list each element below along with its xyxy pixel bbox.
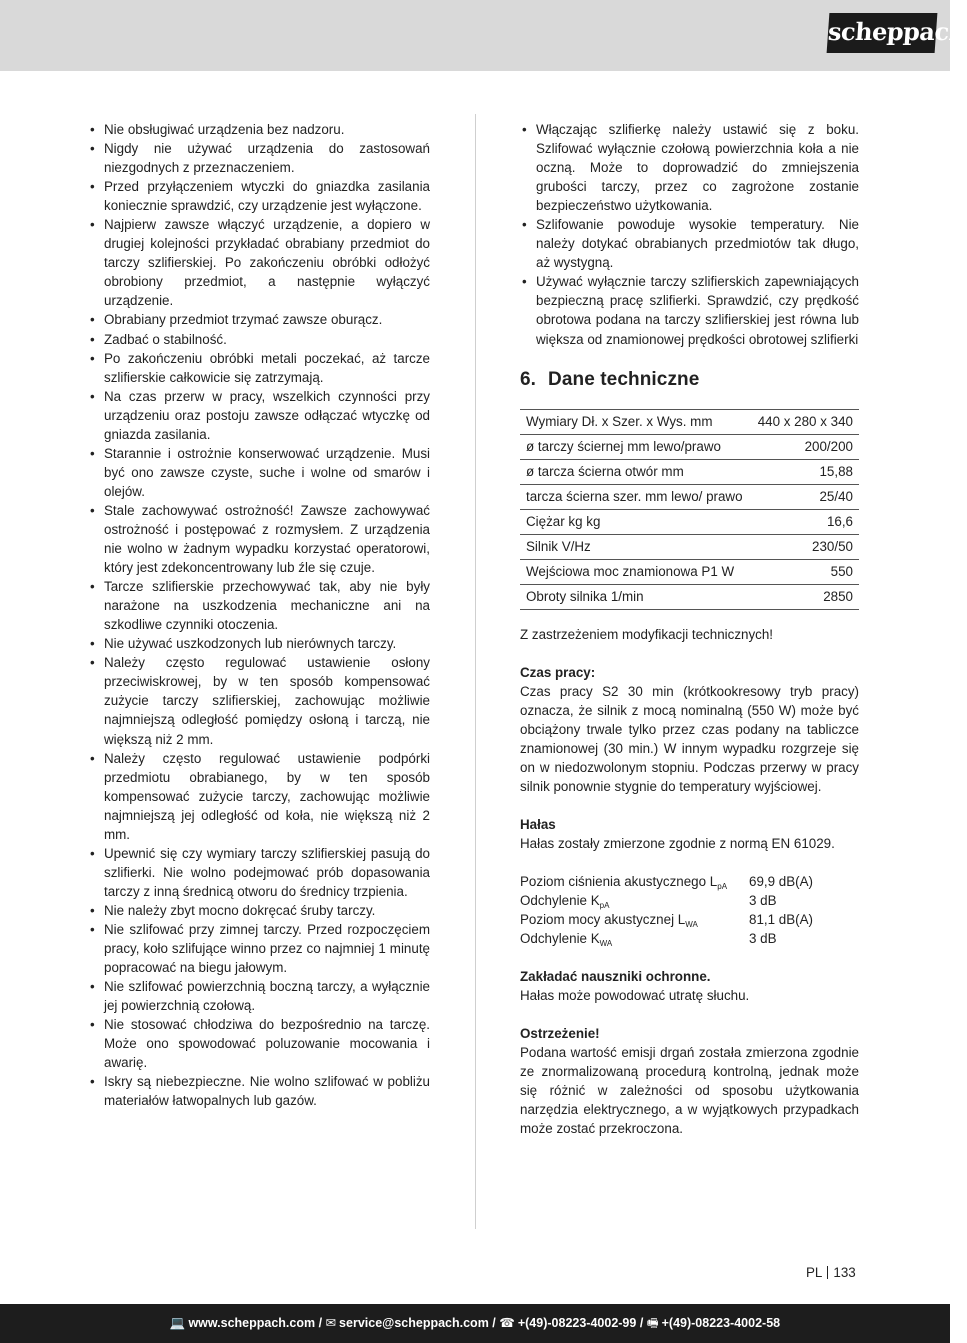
spec-value: 2850 (751, 584, 859, 609)
footer-email[interactable]: service@scheppach.com (339, 1316, 489, 1330)
spec-table (520, 409, 859, 610)
list-item: • Włączając szlifierkę należy ustawić się z boku. Szlifować wyłącznie czołową powierzchnia koła a nie oczną. Może to doprowadzić do zmniejszenia grubości tarczy, przez co zagrożone zostanie bezpieczeństwo użytkowania. (520, 120, 859, 215)
section-title-text: Dane techniczne (548, 368, 700, 390)
work-time-heading: Czas pracy: (520, 664, 596, 680)
list-item: • Używać wyłącznie tarczy szlifierskich zapewniających bezpieczną pracę szlifierki. Sprawdzić, czy prędkość obrotowa podana na tarczy szlifierskiej jest równa lub większa od znamionowej prędkości obrotowej szlifierki (520, 272, 859, 348)
spec-label: tarcza ścierna szer. mm lewo/ prawo (520, 484, 751, 509)
warning-text: Podana wartość emisji drgań została zmierzona zgodnie ze znormalizowaną procedurą kontrolną, jednak może się różnić w zależności od sposobu użytkowania narzędzia elektrycznego, a w wyjątkowych przypadkach może zostać przekroczona. (520, 1044, 859, 1136)
list-item: • Najpierw zawsze włączyć urządzenie, a dopiero w drugiej kolejności przykładać obrabiany przedmiot do tarczy szlifierskiej. Po zakończeniu obróbki odłożyć obrobiony przedmiot, a następnie wyłączyć urządzenie. (88, 215, 430, 310)
table-row (520, 509, 859, 534)
spec-value: 550 (751, 559, 859, 584)
safety-list-left (88, 120, 430, 1110)
section-number: 6. (520, 368, 537, 390)
page-num: 133 (833, 1265, 856, 1280)
brand-logo: scheppach (827, 13, 938, 53)
table-row (520, 484, 859, 509)
table-row (520, 434, 859, 459)
list-item: • Na czas przerw w pracy, wszelkich czynności przy urządzeniu oraz postoju zawsze odłączać wtyczkę od gniazda zasilania. (88, 387, 430, 444)
table-row (520, 559, 859, 584)
list-item: • Starannie i ostrożnie konserwować urządzenie. Musi być ono zawsze czyste, suche i wolne od smarów i olejów. (88, 444, 430, 501)
table-row (520, 409, 859, 434)
list-item: • Upewnić się czy wymiary tarczy szlifierskiej pasują do szlifierki. Nie wolno podejmować prób dopasowania tarczy z inną średnicą otworu do średnicy trzpienia. (88, 844, 430, 901)
page-lang: PL (806, 1265, 823, 1280)
noise-value: 69,9 dB(A) (749, 873, 814, 889)
page-number (806, 1265, 856, 1280)
phone-icon: ☎ (499, 1316, 515, 1330)
list-item: • Obrabiany przedmiot trzymać zawsze oburącz. (88, 310, 430, 329)
section-title (520, 369, 859, 391)
footer-web[interactable]: www.scheppach.com (188, 1316, 316, 1330)
list-item: • Nie szlifować powierzchnią boczną tarczy, a wyłącznie jej powierzchnią czołową. (88, 977, 430, 1015)
spec-label: ø tarcza ścierna otwór mm (520, 459, 751, 484)
list-item: • Nie stosować chłodziwa do bezpośrednio na tarczę. Może ono spowodować poluzowanie mocowania i awarię. (88, 1015, 430, 1072)
footer-phone: +(49)-08223-4002-99 (517, 1316, 637, 1330)
warning-heading: Ostrzeżenie! (520, 1025, 600, 1041)
noise-subscript: WA (685, 919, 698, 929)
list-item: • Zadbać o stabilność. (88, 330, 430, 349)
spec-value: 230/50 (751, 534, 859, 559)
computer-icon: 💻 (169, 1316, 186, 1330)
list-item: • Stale zachowywać ostrożność! Zawsze zachowywać ostrożność i postępować z rozmysłem. Z urządzenia nie wolno w żadnym wypadku korzystać operatorowi, który jest zdekoncentrowany lub źle się czuje. (88, 501, 430, 577)
list-item: • Należy często regulować ustawienie podpórki przedmiotu obrabianego, by w ten sposób kompensować zużycie tarczy, zachowując możliwie najmniejszą jej odległość od koła, nie większą niż 2 mm. (88, 749, 430, 844)
noise-label: Poziom ciśnienia akustycznego $L_{pA}$ (520, 873, 728, 891)
spec-label: Ciężar kg kg (520, 509, 751, 534)
fax-icon: 🖷 (646, 1316, 659, 1330)
noise-row (520, 929, 859, 948)
list-item: • Iskry są niebezpieczne. Nie wolno szlifować w pobliżu materiałów łatwopalnych lub gazów. (88, 1072, 430, 1110)
ear-protection-text: Hałas może powodować utratę słuchu. (520, 987, 750, 1003)
work-time-text: Czas pracy S2 30 min (krótkookresowy tryb pracy) oznacza, że silnik z mocą nominalną (550 W) może być obciążony trwale tylko przez czas podany na tabliczce znamionowej (30 min.) W innym wypadku rozgrzeje się on w niedozwolonym stopniu. Podczas przerwy w pracy silnik ponownie stygnie do temperatury wyjściowej. (520, 683, 859, 794)
page-footer: 💻 www.scheppach.com / ✉ service@scheppach.com / ☎ +(49)-08223-4002-99 / 🖷 +(49)-08223-4002-58 (0, 1304, 950, 1343)
noise-value: 3 dB (749, 892, 777, 908)
list-item: • Nie używać uszkodzonych lub nierównych tarczy. (88, 634, 430, 653)
noise-subscript: pA (717, 881, 728, 891)
spec-value: 440 x 280 x 340 (751, 409, 859, 434)
noise-label: Odchylenie $K_{pA}$ (520, 892, 610, 910)
noise-text: Hałas zostały zmierzone zgodnie z normą EN 61029. (520, 835, 835, 851)
right-column (520, 120, 859, 1138)
noise-value: 3 dB (749, 930, 777, 946)
email-icon: ✉ (325, 1316, 337, 1330)
list-item: • Nie obsługiwać urządzenia bez nadzoru. (88, 120, 430, 139)
left-column (88, 120, 430, 1110)
list-item: • Tarcze szlifierskie przechowywać tak, aby nie były narażone na uszkodzenia mechaniczne ani na szkodliwe czynniki otoczenia. (88, 577, 430, 634)
noise-heading: Hałas (520, 816, 556, 832)
table-row (520, 459, 859, 484)
table-row (520, 534, 859, 559)
tech-note: Z zastrzeżeniem modyfikacji technicznych! (520, 626, 774, 642)
spec-value: 25/40 (751, 484, 859, 509)
list-item: • Szlifowanie powoduje wysokie temperatury. Nie należy dotykać obrabianych przedmiotów tak długo, aż wystygną. (520, 215, 859, 272)
noise-row (520, 872, 859, 891)
page-header (0, 0, 967, 71)
safety-list-right (520, 120, 859, 349)
list-item: • Przed przyłączeniem wtyczki do gniazdka zasilania koniecznie sprawdzić, czy urządzenie jest wyłączone. (88, 177, 430, 215)
spec-label: Obroty silnika 1/min (520, 584, 751, 609)
table-row (520, 584, 859, 609)
spec-label: Wejściowa moc znamionowa P1 W (520, 559, 751, 584)
noise-label: Poziom mocy akustycznej $L_{WA}$ (520, 911, 698, 929)
noise-subscript: WA (599, 938, 613, 948)
noise-values (520, 872, 859, 948)
noise-row (520, 891, 859, 910)
list-item: • Nigdy nie używać urządzenia do zastosowań niezgodnych z przeznaczeniem. (88, 139, 430, 177)
noise-row (520, 910, 859, 929)
noise-subscript: pA (599, 900, 610, 910)
spec-label: Silnik V/Hz (520, 534, 751, 559)
list-item: • Po zakończeniu obróbki metali poczekać, aż tarcze szlifierskie całkowicie się zatrzymają. (88, 349, 430, 387)
footer-fax: +(49)-08223-4002-58 (661, 1316, 781, 1330)
column-divider (475, 114, 476, 1229)
spec-value: 16,6 (751, 509, 859, 534)
list-item: • Należy często regulować ustawienie osłony przeciwiskrowej, by w ten sposób kompensować zużycie tarczy szlifierskiej, zachowując możliwie najmniejszą odległość pomiędzy osłoną i tarczą, nie większą niż 2 mm. (88, 653, 430, 748)
ear-protection-heading: Zakładać nauszniki ochronne. (520, 968, 711, 984)
noise-label: Odchylenie $K_{WA}$ (520, 930, 613, 948)
spec-value: 15,88 (751, 459, 859, 484)
list-item: • Nie szlifować przy zimnej tarczy. Przed rozpoczęciem pracy, koło szlifujące winno przez co najmniej 1 minutę popracować na biegu jałowym. (88, 920, 430, 977)
spec-label: ø tarczy ściernej mm lewo/prawo (520, 434, 751, 459)
noise-value: 81,1 dB(A) (749, 911, 814, 927)
spec-value: 200/200 (751, 434, 859, 459)
list-item: • Nie należy zbyt mocno dokręcać śruby tarczy. (88, 901, 430, 920)
spec-label: Wymiary Dł. x Szer. x Wys. mm (520, 409, 751, 434)
